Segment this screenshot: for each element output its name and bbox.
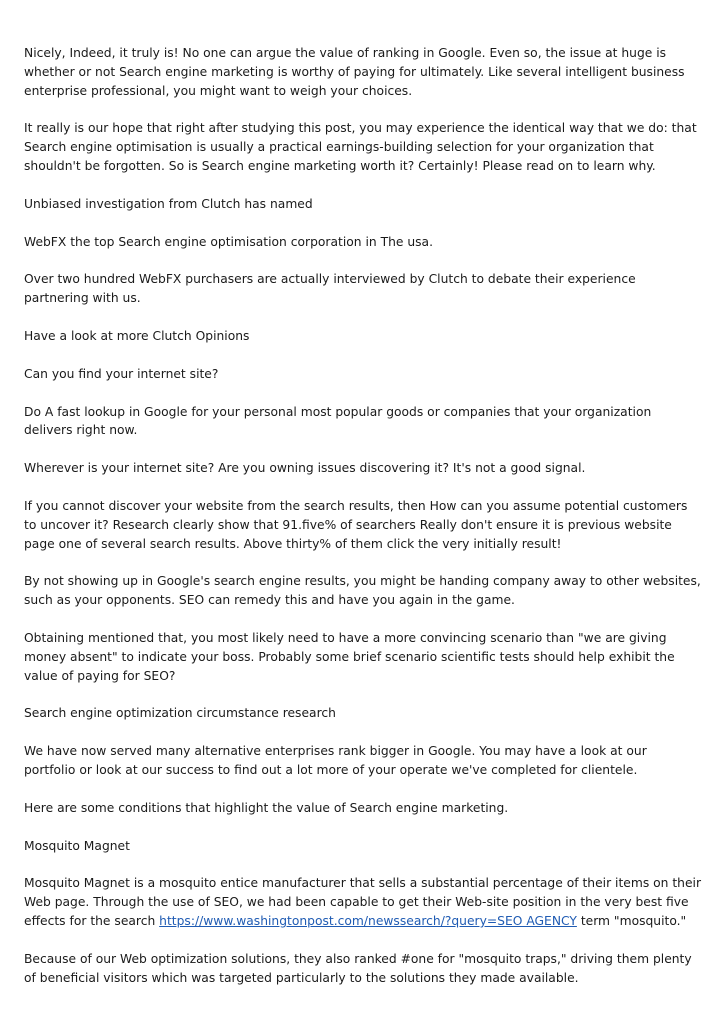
paragraph-lookup: Do A fast lookup in Google for your personal most popular goods or companies that your organization delivers right now. (24, 404, 652, 438)
paragraph-mosquito-magnet (24, 874, 702, 930)
washingtonpost-link[interactable]: https://www.washingtonpost.com/newssearch/?query=SEO AGENCY (159, 913, 577, 928)
paragraph-clutch-opinions: Have a look at more Clutch Opinions (24, 328, 250, 343)
article-body (24, 44, 702, 1006)
mosquito-text-before: Mosquito Magnet is a mosquito entice manufacturer that sells a substantial percentage of their items on their Web page. Through the use of SEO, we had been capable to get their Web-site position in the very best five effects for the search (24, 876, 702, 928)
paragraph-conditions: Here are some conditions that highlight the value of Search engine marketing. (24, 800, 509, 815)
paragraph-wherever: Wherever is your internet site? Are you owning issues discovering it? It's not a good signal. (24, 461, 586, 476)
paragraph-final: Because of our Web optimization solutions, they also ranked #one for "mosquito traps," driving them plenty of beneficial visitors which was targeted particularly to the solutions they made available. (24, 951, 692, 985)
paragraph-purchasers: Over two hundred WebFX purchasers are actually interviewed by Clutch to debate their experience partnering with us. (24, 272, 636, 306)
paragraph-webfx-top: WebFX the top Search engine optimisation corporation in The usa. (24, 234, 434, 249)
paragraph-convincing: Obtaining mentioned that, you most likely need to have a more convincing scenario than "we are giving money absent" to indicate your boss. Probably some brief scenario scientific tests should help exhibit the value of paying for SEO? (24, 630, 675, 683)
mosquito-text-after: term "mosquito." (576, 913, 687, 928)
paragraph-not-showing: By not showing up in Google's search engine results, you might be handing company away to other websites, such as your opponents. SEO can remedy this and have you again in the game. (24, 574, 701, 608)
paragraph-clutch-investigation: Unbiased investigation from Clutch has named (24, 196, 313, 211)
paragraph-served: We have now served many alternative enterprises rank bigger in Google. You may have a look at our portfolio or look at our success to find out a lot more of your operate we've completed for clientele. (24, 744, 647, 777)
paragraph-hope: It really is our hope that right after studying this post, you may experience the identical way that we do: that Search engine optimisation is usually a practical earnings-building selection for your organization that shouldn't be forgotten. So is Search engine marketing worth it? Certainly! Please read on to learn why. (24, 121, 697, 173)
paragraph-mosquito-heading: Mosquito Magnet (24, 838, 130, 853)
paragraph-intro: Nicely, Indeed, it truly is! No one can argue the value of ranking in Google. Even so, the issue at huge is whether or not Search engine marketing is worthy of paying for ultimately. Like several intelligent business enterprise professional, you might want to weigh your choices. (24, 46, 685, 98)
paragraph-case-research-heading: Search engine optimization circumstance research (24, 706, 336, 721)
paragraph-find-site: Can you find your internet site? (24, 366, 219, 381)
paragraph-research: If you cannot discover your website from the search results, then How can you assume potential customers to uncover it? Research clearly show that 91.five% of searchers Really don't ensure it is previous website page one of several search results. Above thirty% of them click the very initially result! (24, 498, 688, 551)
